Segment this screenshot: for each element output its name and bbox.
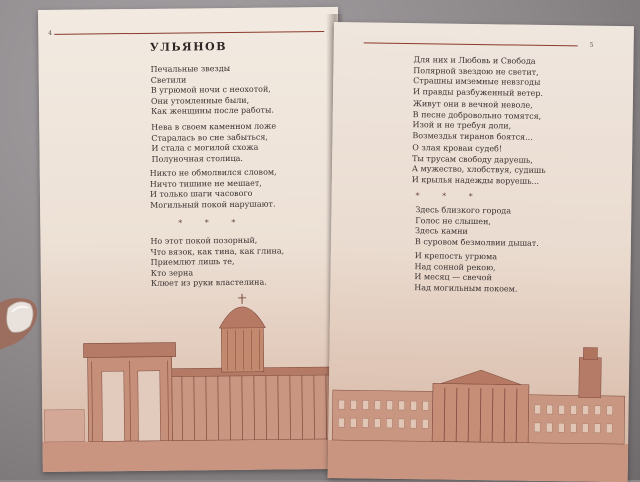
verse-line: Нева в своем каменном ложе [151, 122, 276, 134]
verse-line: Клюет из руки властелина. [151, 278, 285, 290]
verse-line: Над могильным покоем. [414, 283, 517, 295]
verse-line: Старалась во сне забыться, [151, 132, 276, 144]
stanza [413, 55, 544, 99]
stanza [151, 64, 274, 118]
left-page [38, 7, 343, 472]
verse-line: Для них и Любовь и Свобода [413, 55, 543, 67]
verse-line: Голос не слышен, [415, 216, 539, 228]
stanza [412, 99, 541, 143]
stanza [412, 143, 546, 187]
top-rule [54, 31, 324, 35]
verse-line: В песне добровольно томятся, [413, 110, 542, 122]
finger-thumb [0, 292, 42, 356]
verse-line: И правды разбуженный ветер. [413, 87, 543, 99]
verse-line: Но этот покой позорный, [150, 235, 284, 247]
stanza [151, 122, 276, 166]
verse-line: Изой и не требуя доли, [412, 120, 541, 132]
verse-line: Кто зерна [151, 267, 285, 279]
verse-line: И месяц — свечой [414, 272, 517, 284]
verse-line: Могильный покой нарушают. [150, 199, 277, 211]
senate-building-engraving [328, 328, 630, 482]
stanza [150, 235, 284, 289]
verse-line: Полярной звездою не светит, [413, 66, 543, 78]
verse-line: Печальные звезды [151, 64, 274, 76]
kazan-cathedral-engraving [41, 289, 343, 472]
verse-line: Полуночная столица. [152, 153, 277, 165]
verse-line: И стала с могилой схожа [151, 143, 276, 155]
right-page [328, 22, 634, 482]
verse-line: И крепость угрюма [415, 251, 518, 263]
verse-line: Страшны имземные невзгоды [413, 76, 543, 88]
verse-line: Как женщины после работы. [151, 106, 274, 118]
page-number: 5 [590, 42, 594, 49]
poem-title: УЛЬЯНОВ [38, 39, 338, 55]
verse-line: Ты трусам свободу даруешь, [412, 154, 546, 166]
verse-line: О злая кроваи судеб! [412, 143, 546, 155]
verse-line: Никто не обмолвился словом, [150, 168, 277, 180]
top-rule [364, 42, 578, 46]
stanza [150, 168, 277, 212]
verse-line: Возмездья тиранов боятся... [412, 131, 541, 143]
verse-line: Над сонной рекою, [415, 262, 518, 274]
page-number: 4 [48, 30, 52, 37]
verse-line: Приемлют лишь те, [151, 257, 285, 269]
verse-line: Светили [151, 74, 274, 86]
verse-line: И только шаги часового [150, 189, 277, 201]
verse-line: В угрюмой ночи с неохотой, [151, 85, 274, 97]
verse-line: В суровом безмолвии дышат. [415, 237, 539, 249]
stanza [415, 205, 539, 249]
verse-line: А мужество, хлобствуя, судишь [412, 164, 546, 176]
section-separator: * * * [178, 218, 245, 228]
verse-line: Здесь близкого города [415, 205, 539, 217]
verse-line: Что вязок, как тина, как глина, [150, 246, 284, 258]
verse-line: Живут они в вечной неволе, [413, 99, 542, 111]
verse-line: Здесь камни [415, 226, 539, 238]
verse-line: Они утомленные были, [151, 95, 274, 107]
section-separator: * * * [416, 191, 483, 201]
verse-line: И крылья надежды воруешь... [412, 175, 546, 187]
verse-line: Ничто тишине не мешает, [150, 178, 277, 190]
stanza [414, 251, 518, 295]
